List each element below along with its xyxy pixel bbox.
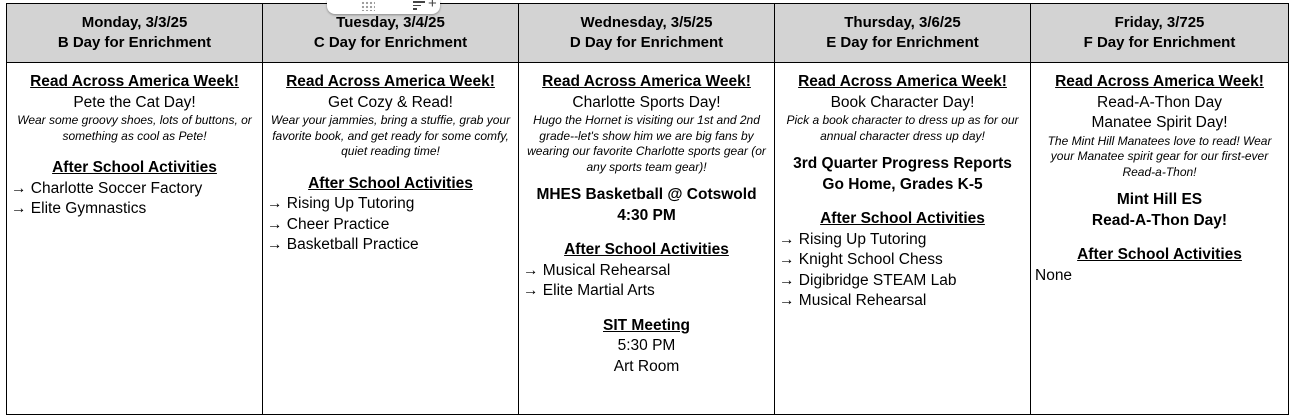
theme-line: Manatee Spirit Day!	[1091, 114, 1228, 131]
cell-friday[interactable]	[1031, 63, 1289, 415]
theme-line: Charlotte Sports Day!	[572, 93, 721, 111]
drag-handle-icon[interactable]	[361, 1, 375, 11]
header-date: Tuesday, 3/4/25	[336, 14, 445, 31]
body-row	[7, 63, 1289, 415]
event-line: Go Home, Grades K-5	[822, 175, 983, 193]
cell-tuesday[interactable]	[263, 63, 519, 415]
header-monday[interactable]	[7, 4, 263, 63]
header-day: C Day for Enrichment	[313, 34, 468, 51]
activity-item: → Rising Up Tutoring	[267, 195, 415, 212]
cell-thursday[interactable]	[775, 63, 1031, 415]
activity-item: → Elite Martial Arts	[523, 282, 655, 299]
theme-line: Pete the Cat Day!	[73, 93, 196, 111]
header-row	[7, 4, 1289, 63]
event-line: MHES Basketball @ Cotswold	[536, 186, 757, 203]
theme-line: Read-A-Thon Day	[1097, 93, 1222, 111]
header-day: E Day for Enrichment	[826, 34, 979, 51]
theme-note: The Mint Hill Manatees love to read! Wear your Manatee spirit gear for our first-ever Read-a-Thon!	[1047, 133, 1272, 179]
header-friday[interactable]	[1031, 4, 1289, 63]
header-thursday[interactable]	[775, 4, 1031, 63]
activities-title: After School Activities	[308, 174, 473, 192]
theme-line: Book Character Day!	[830, 93, 975, 111]
activities-title: After School Activities	[820, 210, 985, 227]
header-day: D Day for Enrichment	[569, 34, 724, 51]
theme-note: Wear your jammies, bring a stuffie, grab your favorite book, and get ready for some comfy, quiet reading time!	[270, 113, 511, 158]
activity-item: → Cheer Practice	[267, 215, 390, 233]
activity-item: → Musical Rehearsal	[523, 261, 671, 279]
theme-note: Wear some groovy shoes, lots of buttons, or something as cool as Pete!	[17, 113, 252, 143]
activities-title: After School Activities	[52, 159, 217, 176]
header-date: Monday, 3/3/25	[81, 14, 188, 31]
header-date: Friday, 3/725	[1114, 14, 1205, 31]
activities-title: After School Activities	[564, 241, 729, 258]
activity-item: → Basketball Practice	[267, 236, 419, 253]
theme-line: Get Cozy & Read!	[328, 93, 453, 111]
header-day: F Day for Enrichment	[1083, 34, 1236, 51]
activity-item: → Elite Gymnastics	[11, 200, 147, 217]
cell-monday[interactable]	[7, 63, 263, 415]
activities-title: After School Activities	[1077, 246, 1242, 263]
meeting-title: SIT Meeting	[603, 316, 690, 334]
cell-wednesday[interactable]	[519, 63, 775, 415]
activity-item: → Rising Up Tutoring	[779, 230, 927, 248]
theme-title: Read Across America Week!	[542, 73, 751, 90]
event-line: 4:30 PM	[617, 206, 676, 224]
header-date: Wednesday, 3/5/25	[580, 14, 713, 31]
event-line: 3rd Quarter Progress Reports	[793, 155, 1012, 172]
event-line: Mint Hill ES	[1116, 191, 1203, 208]
activity-item: → Musical Rehearsal	[779, 292, 927, 309]
table-floating-toolbar	[327, 0, 440, 14]
sort-icon[interactable]	[413, 1, 425, 11]
header-day: B Day for Enrichment	[57, 34, 212, 51]
theme-title: Read Across America Week!	[286, 73, 495, 90]
theme-note: Pick a book character to dress up as for our annual character dress up day!	[786, 113, 1019, 143]
meeting-place: Art Room	[613, 357, 680, 375]
header-date: Thursday, 3/6/25	[844, 14, 961, 31]
theme-note: Hugo the Hornet is visiting our 1st and 2nd grade--let's show him we are big fans by wearing our favorite Charlotte sports gear (or any sports team gear)!	[527, 113, 766, 174]
meeting-time: 5:30 PM	[617, 337, 676, 354]
theme-title: Read Across America Week!	[30, 73, 239, 90]
theme-title: Read Across America Week!	[798, 73, 1007, 90]
header-wednesday[interactable]	[519, 4, 775, 63]
theme-title: Read Across America Week!	[1055, 73, 1264, 90]
add-icon[interactable]: +	[428, 0, 437, 12]
activity-item: None	[1035, 266, 1073, 284]
weekly-schedule-table	[6, 3, 1289, 415]
event-line: Read-A-Thon Day!	[1091, 211, 1228, 229]
activity-item: → Knight School Chess	[779, 251, 943, 268]
activity-item: → Digibridge STEAM Lab	[779, 271, 957, 289]
activity-item: → Charlotte Soccer Factory	[11, 179, 203, 197]
